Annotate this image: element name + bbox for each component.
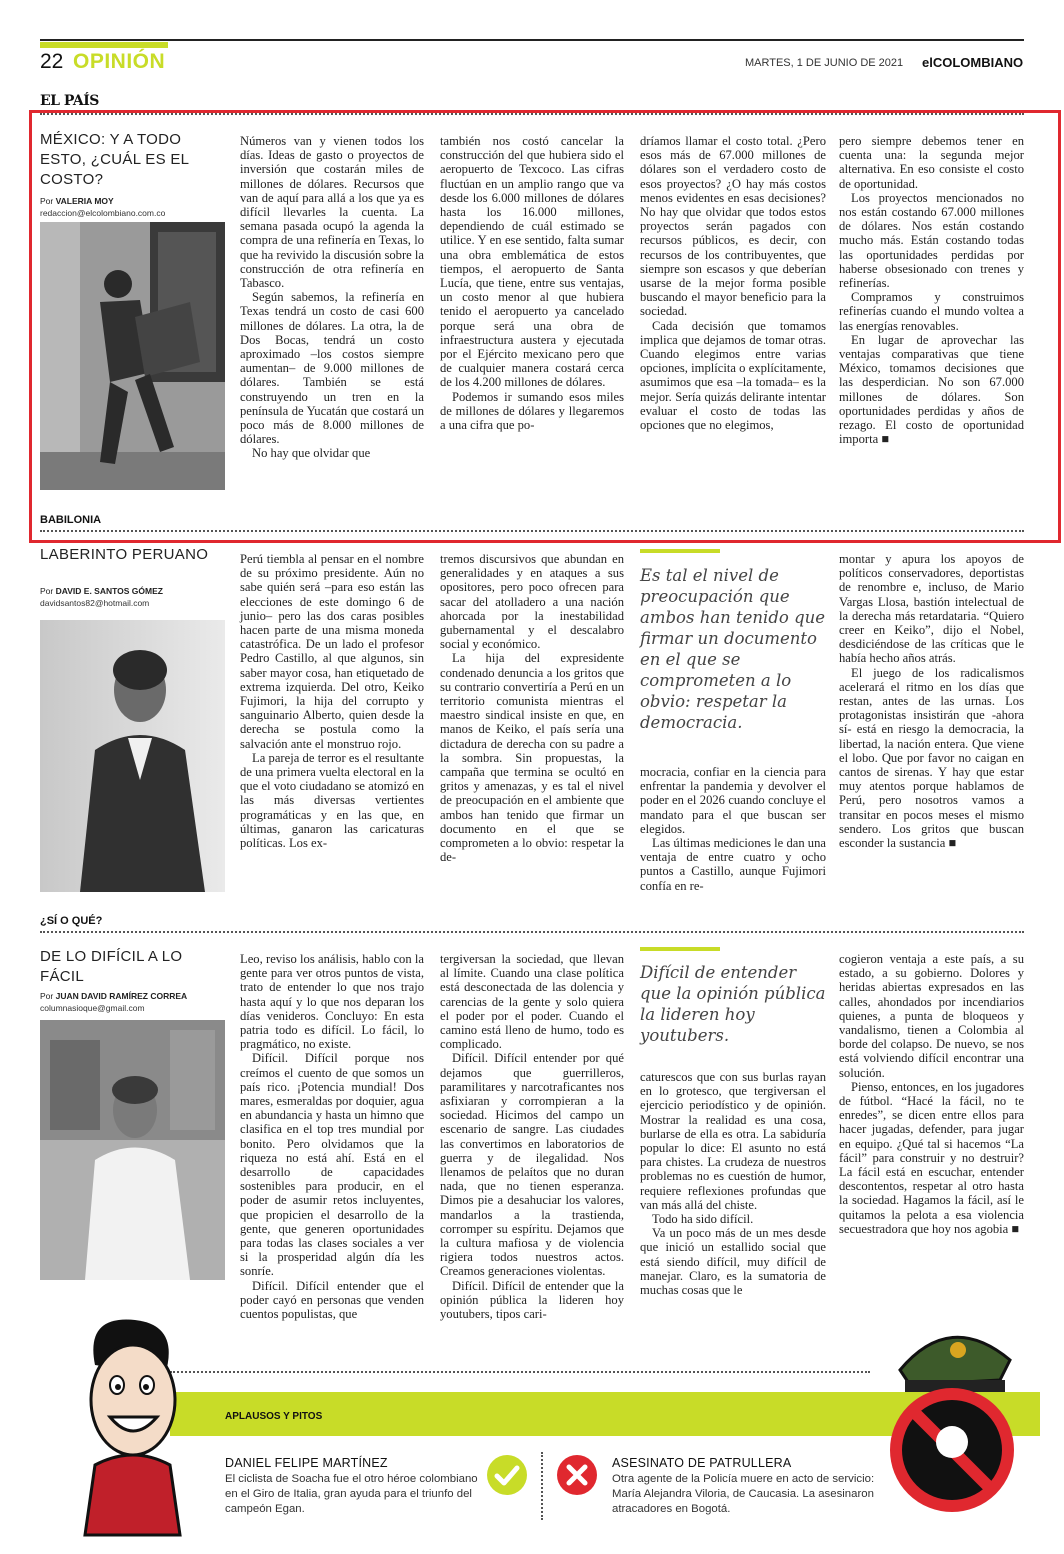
article2-headline: LABERINTO PERUANO: [40, 546, 209, 563]
paragraph: No hay que olvidar que: [252, 446, 371, 461]
paragraph: Compramos y construimos refinerías cuando el mundo voltea a las energías renovables.: [839, 290, 1024, 333]
article3-column-3: [640, 1070, 826, 1352]
aplauso-title: DANIEL FELIPE MARTÍNEZ: [225, 1456, 388, 1470]
article3-email[interactable]: columnasioque@gmail.com: [40, 1003, 145, 1013]
article1-byline: Por VALERIA MOY: [40, 196, 114, 206]
paragraph: Los proyectos mencionados no nos están costando 67.000 millones de dólares. Nos están costando mucho más. Están costando todas las oportunidades perdidas por haberse obsesionado con trenes y refinerías.: [839, 190, 1024, 291]
paragraph: Cada decisión que tomamos implica que dejamos de tomar otras. Cuando elegimos entre varias opciones, implícita o explícitamente, asumimos que esa –la tomada– es la mejor. Sería quizás delirante intentar evaluar el costo de todas las opciones que no elegimos,: [640, 318, 826, 433]
paragraph: El juego de los radicalismos acelerará el ritmo en los días que restan, antes de las urnas. Los protagonistas insistirán que -ahora sí- está en riesgo la democracia, la libertad, la nación entera. Que viene el lobo. Que por favor no caigan en cantos de sirenas. Y hay que estar muy atentos porque hablamos de Perú, pero nosotros vamos a transitar en pocos meses el mismo sendero. Los gritos que buscan esconder la sustancia ■: [839, 665, 1024, 851]
paragraph: La hija del expresidente condenado denuncia a los gritos que su contrario convertiría a Perú en un territorio comunista mientras el maestro sindical insiste en que, en manos de Keiko, el país sería una dictadura de derecha con su padre a la sombra. Sin propuestas, la campaña que termina se ocultó en gritos y amenazas, y es tal el nivel de preocupación en el ambiente que ambos han tenido que firmar un documento en el que se comprometen a lo obvio: respetar la de-: [440, 651, 624, 865]
article3-author: JUAN DAVID RAMÍREZ CORREA: [55, 991, 188, 1001]
paragraph: Leo, reviso los análisis, hablo con la gente para ver otros puntos de vista, trato de entender lo que nos trajo hasta aquí y lo que nos deparan los días venideros. Concluyo: En esta patria todo es difícil. Lo fácil, lo pragmático, no existe.: [240, 952, 424, 1052]
article2-email[interactable]: davidsantos82@hotmail.com: [40, 598, 150, 608]
article3-column-4: [839, 952, 1024, 1282]
article2-byline: Por DAVID E. SANTOS GÓMEZ: [40, 586, 163, 596]
paragraph: La pareja de terror es el resultante de una primera vuelta electoral en la que el voto ciudadano se atomizó en las más diversas vertientes programáticas y en las que, en últimas, ganaron las caricaturas políticas. Los ex-: [240, 750, 424, 851]
paragraph: cogieron ventaja a este país, a su estado, a su gobierno. Dolores y heridas abiertas expresados en las calles, ahondados por incendiarios quienes, a punta de bloqueos y vandalismo, tienen a Colombia al borde del colapso. De nuevo, se nos está volviendo difícil encontrar una solución.: [839, 952, 1024, 1080]
article2-photo-author: [40, 620, 225, 892]
paragraph: Podemos ir sumando esos miles de millones de dólares y llegaremos a una cifra que po-: [440, 389, 624, 433]
article3-column-1: [240, 952, 424, 1322]
paragraph: caturescos que con sus burlas rayan en lo grotesco, que tergiversan el ejercicio periodístico y de opinión. Mostrar la realidad es una cosa, burlarse de ella es otra. La sabiduría popular lo dice: El asunto no está para chistes. La crudeza de nuestros problemas no es cuestión de humor, requiere reflexiones profundas que van más allá del chiste.: [640, 1070, 826, 1212]
header-rule: [40, 39, 1024, 41]
divider: [40, 931, 1024, 933]
article3-kicker: ¿SÍ O QUÉ?: [40, 915, 103, 927]
article1-headline: MÉXICO: Y A TODO ESTO, ¿CUÁL ES EL COSTO?: [40, 131, 189, 188]
newspaper-logo: elCOLOMBIANO: [922, 55, 1024, 70]
paragraph: Difícil. Difícil de entender que la opinión pública la lideren hoy youtubers, tipos cari-: [440, 1278, 624, 1322]
pito-title: ASESINATO DE PATRULLERA: [612, 1456, 792, 1470]
divider: [170, 1371, 870, 1373]
article2-column-1: [240, 552, 424, 892]
article1-email[interactable]: redaccion@elcolombiano.com.co: [40, 208, 166, 218]
paragraph: tremos discursivos que abundan en generalidades y en ataques a sus opositores, pero poco ofrecen para sacar del atolladero a una nación ahorcada por la inestabilidad gubernamental y el descalabro social y económico.: [440, 552, 624, 652]
pito-text: Otra agente de la Policía muere en acto de servicio: María Alejandra Viloria, de Caucasia. La asesinaron atracadores en Bogotá.: [612, 1473, 875, 1515]
section-accent-bar: [40, 42, 168, 48]
paragraph: Pienso, entonces, en los jugadores de fútbol. “Hacé la fácil, no te enredes”, se dicen entre ellos para hacer jugadas, defender, para jugar en equipo. ¿Qué tal si hacemos “La fácil” para construir y no destruir? La fácil está en escuchar, entender descontentos, respetar al otro hasta la sociedad. Hagamos la fácil, así le quitamos la pelota a esa violencia secuestradora que hoy nos agobia ■: [839, 1079, 1024, 1236]
paragraph: Va un poco más de un mes desde que inició un estallido social que está siendo difícil, muy difícil de manejar. Claro, es la sumatoria de muchas cosas que le: [640, 1226, 826, 1298]
article2-pull-quote: Es tal el nivel de preocupación que ambos han tenido que firmar un documento en el que se comprometen a lo obvio: respetar la democracia.: [640, 566, 826, 732]
article3-pull-quote: Difícil de entender que la opinión pública la lideren hoy youtubers.: [640, 963, 826, 1045]
page-number: 22: [40, 50, 64, 73]
paragraph: Difícil. Difícil porque nos creímos el cuento de que somos un país rico. ¡Potencia mundial! Dos mares, esmeraldas por doquier, agua en abundancia y hasta un himno que clasifica en el top tres mundial por bonito. Pero olvidamos que la riqueza no está ahí. Está en el desarrollo de capacidades sostenibles para producir, en el poder de asumir retos incluyentes, que propicien el desarrollo de la gente, que generen oportunidades para todas las clases sociales a ver si la prosperidad algún día les sonríe.: [240, 1051, 424, 1279]
paragraph: Según sabemos, la refinería en Texas tendrá un costo de casi 600 millones de dólares. La otra, la de Dos Bocas, tendrá un costo aproximado –los costos siempre aumentan– de 9.000 millones de dólares. También se está construyendo un tren en la península de Yucatán que costará un poco más de 8.000 millones de dólares.: [240, 290, 424, 447]
paragraph: Números van y vienen todos los días. Ideas de gasto o proyectos de inversión que costarán miles de millones de dólares. Recursos que van de aquí para allá a los que ya es difícil llevarles la cuenta. La semana pasada ocupó la agenda la compra de una refinería en Texas, lo que ha revivido la discusión sobre la construcción de otra refinería en Tabasco.: [240, 134, 424, 291]
highlight-frame: [29, 110, 1061, 543]
pull-quote-accent: [640, 947, 720, 951]
article3-byline: Por JUAN DAVID RAMÍREZ CORREA: [40, 991, 188, 1001]
article2-author: DAVID E. SANTOS GÓMEZ: [55, 586, 163, 596]
paragraph: Perú tiembla al pensar en el nombre de su próximo presidente. Aún no sabe quién será –para eso están las elecciones de este domingo 6 de junio– pero las dos caras posibles hacen parte de una misma moneda catastrófica. De un lado el profesor Pedro Castillo, al que algunos, sin saber mayor cosa, han etiquetado de extrema izquierda. Del otro, Keiko Fujimori, la hija del corrupto y sanguinario Alberto, quien desde la derecha se postula como la salvación ante el monstruo rojo.: [240, 552, 424, 751]
paragraph: pero siempre debemos tener en cuenta una: la segunda mejor alternativa. En eso consiste el costo de oportunidad.: [839, 134, 1024, 191]
soldier-caricature-icon: [870, 1310, 1030, 1510]
paragraph: Difícil. Difícil entender por qué dejamos que guerrilleros, paramilitares y narcotraficantes nos asfixiaran y corrompieran a la sociedad. Hicimos del campo un escenario de sangre. Las ciudades las convertimos en laboratorios de guerra y de ilegalidad. Nos llenamos de pelaítos que no duran nada, que no tienen esperanza. Dimos pie a desahuciar los valores, mandarlos a la trastienda, corromper su espíritu. Dejamos que la cultura mafiosa y de violencia rigiera todos nuestros actos. Creamos generaciones violentas.: [440, 1051, 624, 1279]
issue-date: MARTES, 1 DE JUNIO DE 2021: [745, 57, 904, 69]
article3-photo-author: [40, 1020, 225, 1280]
check-icon: [487, 1455, 527, 1495]
aplausos-label: APLAUSOS Y PITOS: [225, 1411, 323, 1422]
paragraph: Difícil. Difícil entender que el poder cayó en personas que venden cuentos populistas, que: [240, 1278, 424, 1322]
paragraph: tergiversan la sociedad, que llevan al límite. Cuando una clase política está desconectada de las dolencia y carencias de la gente y solo quiera el poder por el poder. Cuando el camino está lleno de humo, todo es complicado.: [440, 952, 624, 1052]
aplauso-text: El ciclista de Soacha fue el otro héroe colombiano en el Giro de Italia, gran ayuda para el triunfo del campeón Egan.: [225, 1473, 478, 1515]
section-title: OPINIÓN: [73, 50, 166, 73]
article2-column-3: [640, 765, 826, 892]
article3-headline: DE LO DIFÍCIL A LO FÁCIL: [40, 948, 183, 985]
article2-column-2: [440, 552, 624, 892]
article1-author: VALERIA MOY: [55, 196, 114, 206]
paragraph: En lugar de aprovechar las ventajas comparativas que tiene México, tomamos decisiones que las desperdician. No son 67.000 millones de dólares. Son oportunidades perdidas y años de rezago. El costo de oportunidad importa ■: [839, 332, 1024, 447]
paragraph: también nos costó cancelar la construcción del que hubiera sido el aeropuerto de Texcoco. Las cifras fluctúan en un amplio rango que va desde los 6.000 millones de dólares hasta los 16.000 millones, dependiendo de cuál estimado se utilice. Y en ese sentido, falta sumar una obra emblemática de estos tiempos, el aeropuerto de Santa Lucía, que tiene, entre sus ventajas, un costo menor al que hubiera tenido el aeropuerto ya cancelado porque será una obra de infraestructura austera y ejecutada por el Ejército mexicano pero que de cualquier manera costará cerca de los 4.200 millones de dólares.: [440, 134, 624, 390]
paragraph: montar y apura los apoyos de políticos conservadores, deportistas de renombre e, incluso, de Mario Vargas Llosa, bastión intelectual de la derecha más retardataria. “Quiero creer en Keiko”, dijo el Nobel, desdiciéndose de las críticas que le había hecho años atrás.: [839, 552, 1024, 666]
x-icon: [557, 1455, 597, 1495]
article2-column-4: [839, 552, 1024, 892]
article2-kicker: BABILONIA: [40, 514, 102, 526]
article3-column-2: [440, 952, 624, 1352]
paragraph: Todo ha sido difícil.: [652, 1212, 754, 1227]
paragraph: Las últimas mediciones le dan una ventaja de entre cuatro y ocho puntos a Castillo, aunque Fujimori confía en re-: [640, 836, 826, 893]
cyclist-caricature-icon: [55, 1305, 195, 1535]
article1-kicker: EL PAÍS: [40, 93, 99, 109]
divider: [541, 1452, 543, 1520]
paragraph: dríamos llamar el costo total. ¿Pero esos más de 67.000 millones de dólares son el verdadero costo de esos proyectos? ¿O hay más costos menos evidentes en esas decisiones? No hay que olvidar que todos estos proyectos serán pagados con recursos públicos, es decir, con recursos de los contribuyentes, que siempre son escasos y que deberían usarse de la mejor forma posible buscando el mayor beneficio para la sociedad.: [640, 134, 826, 319]
paragraph: mocracia, confiar en la ciencia para enfrentar la pandemia y devolver el poder en el 2026 cuando concluye el mandato para el que buscan ser elegidos.: [640, 765, 826, 836]
pull-quote-accent: [640, 549, 720, 553]
